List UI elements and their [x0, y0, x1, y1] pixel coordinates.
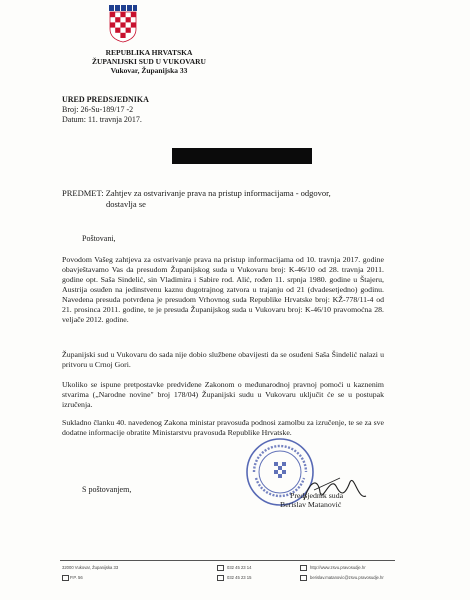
- case-number: Broj: 26-Su-189/17 -2: [62, 105, 134, 114]
- footer-email: berislav.matanovic@zsvu.pravosudje.hr: [310, 575, 384, 580]
- footer-web: http://www.zsvu.pravosudje.hr: [310, 565, 366, 570]
- footer-phone1: 032 45 23 14: [227, 565, 252, 570]
- header-address: Vukovar, Županijska 33: [110, 66, 188, 75]
- email-icon: [300, 575, 307, 581]
- subject-text-line2: dostavlja se: [106, 199, 146, 209]
- signatory-name: Berislav Matanović: [280, 500, 342, 509]
- signatory-title: Predsjednik suda: [290, 491, 344, 500]
- footer-address: 32000 Vukovar, Županijska 33: [62, 565, 119, 570]
- web-icon: [300, 565, 307, 571]
- header-country: REPUBLIKA HRVATSKA: [105, 48, 193, 57]
- paragraph-text: Povodom Vašeg zahtjeva za ostvarivanje prava na pristup informacijama od 10. travnja 2017. godine obavještavamo Vas da presudom Županijskog suda u Vukovaru broj: K-46/10 od 28. travnja 2011. godine opt. Saša Sindelić, sin Vladimira i Sabire rod. Alić, rođen 11. srpnja 1980. godine u Štajeru, Austrija osuđen na jedinstvenu kaznu dugotrajnog zatvora u trajanju od 21 (dvadesetjedno) godinu. Navedena presuda potvrđena je presudom Vrhovnog suda Republike Hrvatske broj: KŽ-778/11-4 od 21. prosinca 2011. godine, te je presuda Županijskog suda u Vukovaru broj: K-46/10 pravomoćna 28. veljače 2012. godine.: [62, 255, 384, 324]
- body-paragraph: [62, 380, 384, 410]
- office-title: URED PREDSJEDNIKA: [62, 95, 149, 104]
- subject-label: PREDMET:: [62, 188, 104, 198]
- closing-greeting: S poštovanjem,: [82, 485, 132, 494]
- redacted-recipient: [172, 148, 312, 164]
- salutation: Poštovani,: [82, 234, 116, 243]
- header-court: ŽUPANIJSKI SUD U VUKOVARU: [92, 57, 206, 66]
- subject-block: [62, 188, 362, 210]
- paragraph-text: Sukladno članku 40. navedenog Zakona ministar pravosuđa podnosi zamolbu za izručenje, te se za sve dodatne informacije obratite Ministarstvu pravosuđa Republike Hrvatske.: [62, 418, 384, 437]
- paragraph-text: Ukoliko se ispune pretpostavke predviđene Zakonom o međunarodnoj pravnoj pomoći u kaznenim stvarima („Narodne novine" broj 178/04) Županijski sudu u Vukovaru uključit će se u postupak izručenja.: [62, 380, 384, 409]
- paragraph-text: Županijski sud u Vukovaru do sada nije dobio službene obavijesti da se osuđeni Saša Šindelić nalazi u pritvoru u Crnoj Gori.: [62, 350, 384, 369]
- handwritten-signature-icon: [300, 470, 370, 514]
- phone-icon: [217, 565, 224, 571]
- croatian-coat-of-arms-icon: [108, 5, 138, 43]
- body-paragraph: [62, 350, 384, 370]
- subject-text-line1: Zahtjev za ostvarivanje prava na pristup informacijama - odgovor,: [105, 188, 331, 198]
- footer-phone2: 032 45 23 15: [227, 575, 252, 580]
- fax-icon: [217, 575, 224, 581]
- body-paragraph: [62, 255, 384, 325]
- pobox-icon: [62, 575, 69, 581]
- body-paragraph: [62, 418, 384, 438]
- letter-date: Datum: 11. travnja 2017.: [62, 115, 142, 124]
- footer-pobox: P.P. 56: [70, 575, 83, 580]
- footer-rule: [60, 560, 395, 561]
